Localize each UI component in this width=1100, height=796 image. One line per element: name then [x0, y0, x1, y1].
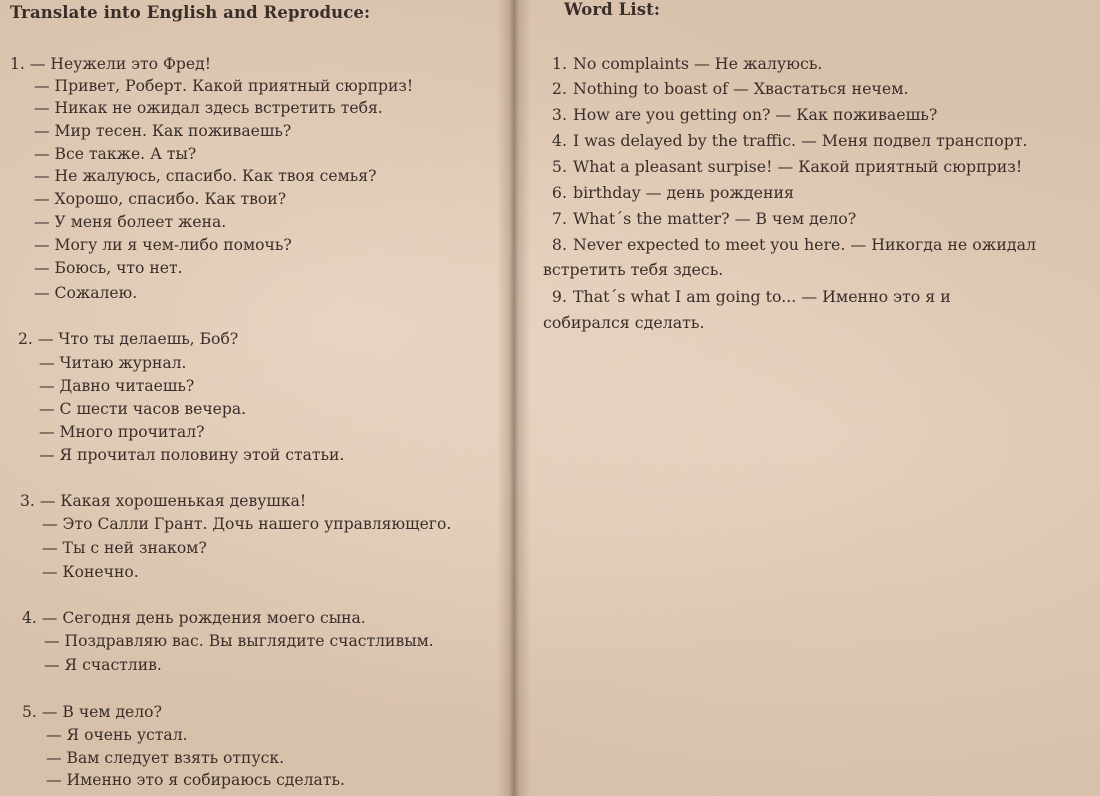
dialogue-number: 3. — [20, 492, 35, 510]
left-page — [0, 0, 505, 796]
dialogue-line: — Я прочитал половину этой статьи. — [39, 446, 345, 464]
dialogue-number: 2. — [18, 330, 33, 348]
word-list-item: 7. What´s the matter? — В чем дело? — [551, 209, 857, 228]
dialogue-line: — Читаю журнал. — [39, 354, 187, 372]
word-list-item: 5. What a pleasant surpise! — Какой приятный сюрприз! — [551, 157, 1023, 176]
dialogue-line: — Все также. А ты? — [34, 145, 197, 163]
dialogue-line: 4. — Сегодня день рождения моего сына. — [22, 609, 366, 627]
dialogue-number: 5. — [22, 703, 37, 721]
dialogue-line: — Не жалуюсь, спасибо. Как твоя семья? — [34, 167, 377, 185]
dialogue-line: — Я очень устал. — [46, 726, 188, 744]
word-list-item-continuation: встретить тебя здесь. — [543, 260, 724, 279]
left-page-heading: Translate into English and Reproduce: — [10, 3, 371, 22]
word-list-item: 2. Nothing to boast of — Хвастаться нечем. — [551, 79, 909, 98]
dialogue-line: — Это Салли Грант. Дочь нашего управляющего. — [42, 515, 452, 533]
dialogue-line: 2. — Что ты делаешь, Боб? — [18, 330, 239, 348]
word-list-item: 3. How are you getting on? — Как поживаешь? — [551, 105, 938, 124]
right-page — [531, 0, 1100, 796]
dialogue-line: — Именно это я собираюсь сделать. — [46, 771, 345, 789]
dialogue-number: 1. — [10, 55, 25, 73]
dialogue-line: — Конечно. — [42, 563, 139, 581]
dialogue-line: — Могу ли я чем-либо помочь? — [34, 236, 292, 254]
dialogue-line: — У меня болеет жена. — [34, 213, 227, 231]
dialogue-line: 1. — Неужели это Фред! — [10, 55, 211, 73]
word-list-item: 9. That´s what I am going to... — Именно это я и — [551, 287, 951, 306]
dialogue-line: — Привет, Роберт. Какой приятный сюрприз! — [34, 77, 414, 95]
dialogue-line: — Много прочитал? — [39, 423, 205, 441]
dialogue-line: — Вам следует взять отпуск. — [46, 749, 285, 767]
word-list-item: 4. I was delayed by the traffic. — Меня подвел транспорт. — [551, 131, 1028, 150]
dialogue-line: — Никак не ожидал здесь встретить тебя. — [34, 99, 383, 117]
dialogue-line: — Поздравляю вас. Вы выглядите счастливым. — [44, 632, 434, 650]
dialogue-line: — Я счастлив. — [44, 656, 162, 674]
dialogue-line: 3. — Какая хорошенькая девушка! — [20, 492, 307, 510]
word-list-item: 8. Never expected to meet you here. — Никогда не ожидал — [551, 235, 1037, 254]
right-page-heading: Word List: — [564, 0, 661, 19]
word-list-item: 6. birthday — день рождения — [551, 183, 795, 202]
dialogue-line: — Боюсь, что нет. — [34, 259, 183, 277]
dialogue-line: — Хорошо, спасибо. Как твои? — [34, 190, 287, 208]
dialogue-number: 4. — [22, 609, 37, 627]
word-list-item: 1. No complaints — Не жалуюсь. — [551, 54, 823, 73]
dialogue-line: — Ты с ней знаком? — [42, 539, 207, 557]
word-list-item-continuation: собирался сделать. — [543, 313, 705, 332]
dialogue-line: 5. — В чем дело? — [22, 703, 162, 721]
dialogue-line: — Давно читаешь? — [39, 377, 195, 395]
dialogue-line: — Мир тесен. Как поживаешь? — [34, 122, 292, 140]
dialogue-line: — Сожалею. — [34, 284, 138, 302]
dialogue-line: — С шести часов вечера. — [39, 400, 247, 418]
